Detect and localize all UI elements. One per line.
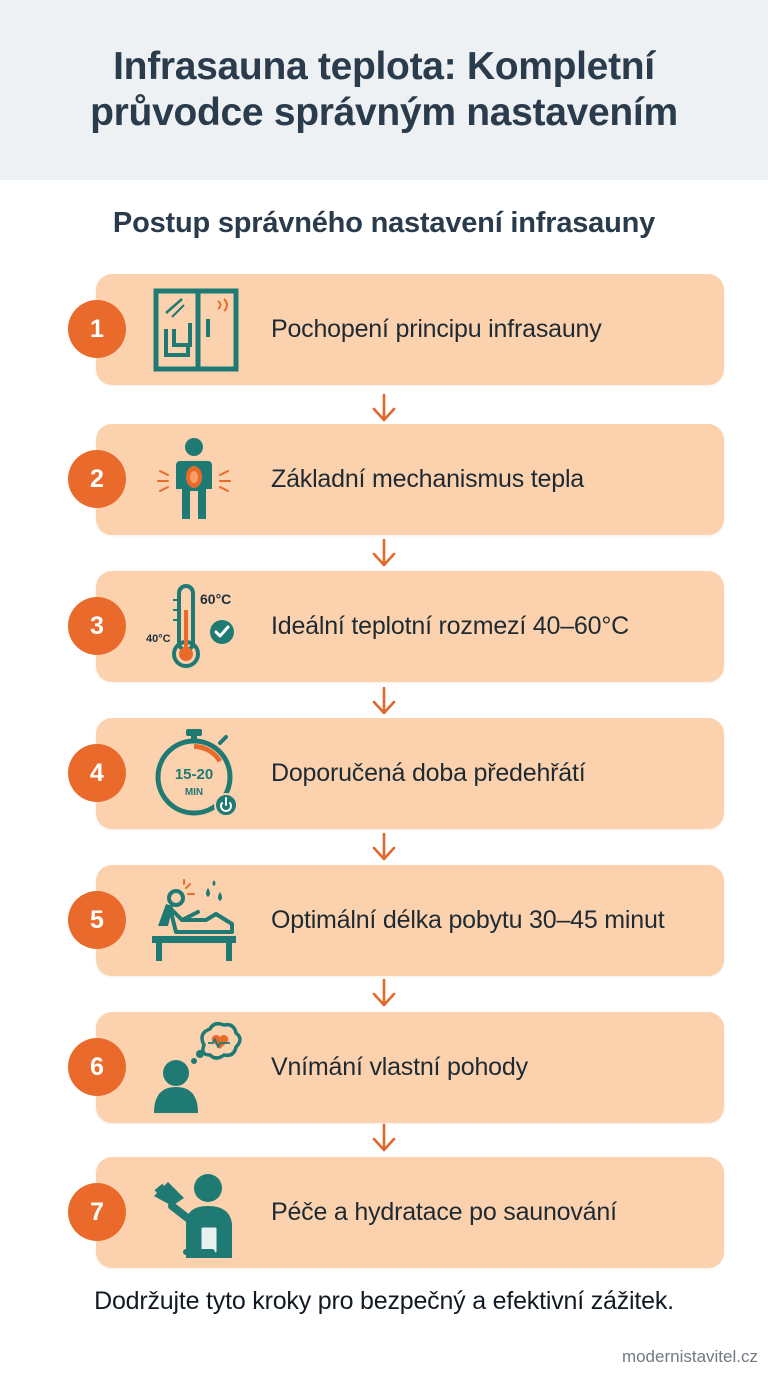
- title-line-2: průvodce správným nastavením: [90, 91, 678, 134]
- step-label-2: Základní mechanismus tepla: [271, 465, 585, 493]
- step-number-1: 1: [68, 300, 126, 358]
- step-card-4: [96, 718, 724, 829]
- header-banner: [0, 0, 768, 180]
- step-label-6: Vnímání vlastní pohody: [271, 1053, 528, 1081]
- step-number-3: 3: [68, 597, 126, 655]
- step-card-5: [96, 865, 724, 976]
- page-title: [90, 44, 678, 136]
- high-temp-text: 60°C: [200, 591, 232, 607]
- low-temp-text: 40°C: [146, 633, 171, 645]
- drinking-water-icon: [146, 1166, 242, 1258]
- step-label-5: Optimální délka pobytu 30–45 minut: [271, 906, 665, 934]
- step-label-7: Péče a hydratace po saunování: [271, 1198, 617, 1226]
- preheat-range-text: 15-20: [174, 766, 214, 783]
- title-line-1: Infrasauna teplota: Kompletní: [113, 45, 655, 88]
- relaxing-person-icon: [146, 874, 242, 966]
- down-arrow-icon: [370, 686, 398, 716]
- wellbeing-thought-icon: [146, 1021, 242, 1113]
- step-card-2: [96, 424, 724, 535]
- preheat-unit-text: MIN: [184, 787, 204, 798]
- step-card-1: [96, 274, 724, 385]
- step-label-4: Doporučená doba předehřátí: [271, 759, 586, 787]
- infrared-cabin-icon: [146, 283, 242, 375]
- website-watermark: modernistavitel.cz: [621, 1347, 758, 1366]
- step-card-7: [96, 1157, 724, 1268]
- stopwatch-icon: [146, 727, 242, 819]
- down-arrow-icon: [370, 1123, 398, 1153]
- step-number-5: 5: [68, 891, 126, 949]
- step-card-6: [96, 1012, 724, 1123]
- step-card-3: [96, 571, 724, 682]
- down-arrow-icon: [370, 393, 398, 423]
- footer-note: Dodržujte tyto kroky pro bezpečný a efektivní zážitek.: [94, 1287, 674, 1315]
- down-arrow-icon: [370, 832, 398, 862]
- step-number-2: 2: [68, 450, 126, 508]
- step-number-6: 6: [68, 1038, 126, 1096]
- thermometer-check-icon: [146, 580, 242, 672]
- down-arrow-icon: [370, 538, 398, 568]
- step-label-1: Pochopení principu infrasauny: [271, 315, 602, 343]
- step-label-3: Ideální teplotní rozmezí 40–60°C: [271, 612, 629, 640]
- step-number-7: 7: [68, 1183, 126, 1241]
- step-number-4: 4: [68, 744, 126, 802]
- section-subtitle: Postup správného nastavení infrasauny: [112, 207, 656, 239]
- down-arrow-icon: [370, 978, 398, 1008]
- body-heat-icon: [146, 433, 242, 525]
